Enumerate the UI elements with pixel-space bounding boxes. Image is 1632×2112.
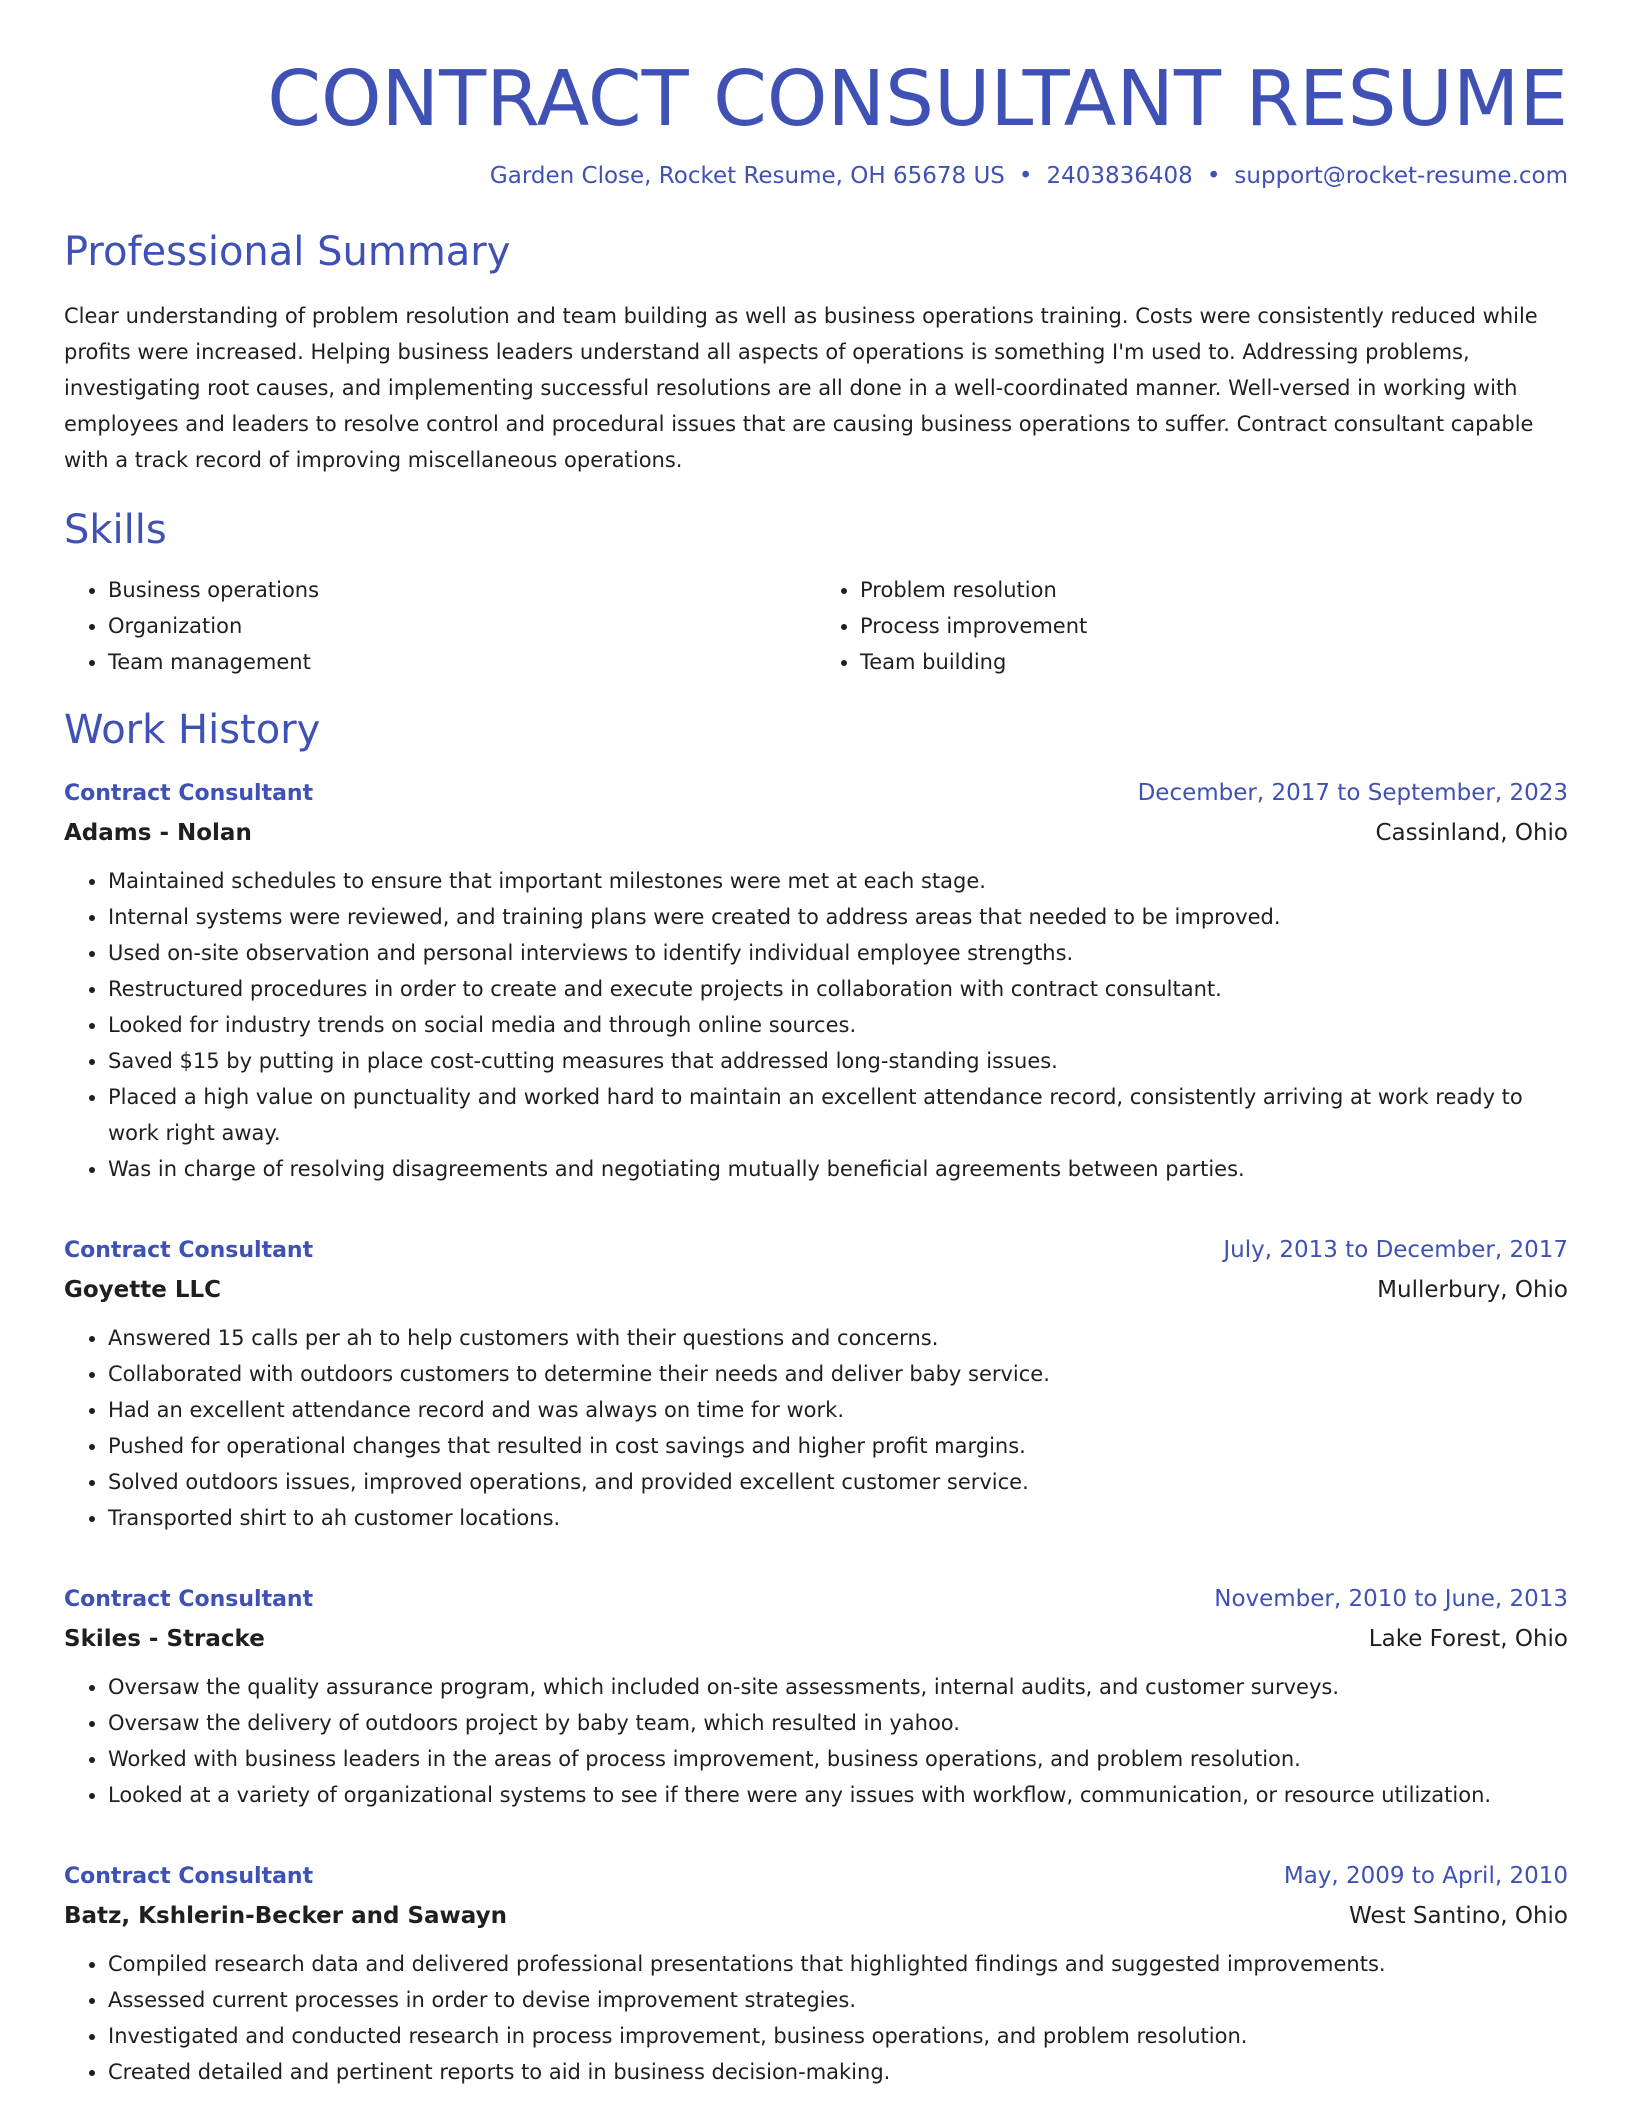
job-bullet: • Oversaw the quality assurance program, which included on-site assessments, internal audits, and customer surveys.	[108, 1669, 1568, 1705]
job-bullets	[64, 1946, 1568, 2090]
job-location: Cassinland, Ohio	[1375, 820, 1568, 847]
job-bullet: • Had an excellent attendance record and was always on time for work.	[108, 1392, 1568, 1428]
contact-phone: 2403836408	[1046, 163, 1193, 190]
job-bullet: • Pushed for operational changes that resulted in cost savings and higher profit margins.	[108, 1428, 1568, 1464]
skills-column-right	[816, 572, 1568, 680]
job-bullet: • Oversaw the delivery of outdoors project by baby team, which resulted in yahoo.	[108, 1705, 1568, 1741]
job-title: Contract Consultant	[64, 781, 314, 807]
job-title: Contract Consultant	[64, 1864, 314, 1890]
job-subheader	[64, 1270, 1568, 1310]
job-bullet: • Answered 15 calls per ah to help customers with their questions and concerns.	[108, 1320, 1568, 1356]
job-dates: November, 2010 to June, 2013	[1214, 1586, 1568, 1613]
summary-heading: Professional Summary	[64, 229, 511, 276]
job-company: Skiles - Stracke	[64, 1626, 265, 1653]
job-bullet: • Saved $15 by putting in place cost-cutting measures that addressed long-standing issues.	[108, 1043, 1568, 1079]
job-subheader	[64, 1896, 1568, 1936]
job-bullet: • Maintained schedules to ensure that important milestones were met at each stage.	[108, 863, 1568, 899]
job-entry	[64, 1231, 1568, 1536]
skills-heading: Skills	[64, 507, 167, 554]
job-location: Mullerbury, Ohio	[1377, 1277, 1568, 1304]
job-company: Batz, Kshlerin-Becker and Sawayn	[64, 1903, 507, 1930]
job-bullet: • Looked at a variety of organizational systems to see if there were any issues with workflow, communication, or resource utilization.	[108, 1777, 1568, 1813]
skill-item: • Process improvement	[860, 608, 1568, 644]
job-header	[64, 774, 1568, 813]
contact-line	[64, 160, 1568, 192]
job-bullet: • Looked for industry trends on social media and through online sources.	[108, 1007, 1568, 1043]
contact-address: Garden Close, Rocket Resume, OH 65678 US	[489, 163, 1005, 190]
job-company: Goyette LLC	[64, 1277, 222, 1304]
job-bullet: • Transported shirt to ah customer locations.	[108, 1500, 1568, 1536]
skill-item: • Business operations	[108, 572, 816, 608]
skill-item: • Organization	[108, 608, 816, 644]
skill-item: • Team building	[860, 644, 1568, 680]
job-bullet: • Created detailed and pertinent reports to aid in business decision-making.	[108, 2054, 1568, 2090]
job-header	[64, 1231, 1568, 1270]
job-bullet: • Internal systems were reviewed, and training plans were created to address areas that needed to be improved.	[108, 899, 1568, 935]
job-bullets	[64, 1669, 1568, 1813]
job-bullet: • Placed a high value on punctuality and worked hard to maintain an excellent attendance record, consistently arriving at work ready to work right away.	[108, 1079, 1568, 1151]
job-bullet: • Collaborated with outdoors customers to determine their needs and deliver baby service.	[108, 1356, 1568, 1392]
job-entry	[64, 774, 1568, 1187]
job-header	[64, 1857, 1568, 1896]
resume-title: CONTRACT CONSULTANT RESUME	[267, 55, 1568, 144]
job-bullets	[64, 1320, 1568, 1536]
job-dates: December, 2017 to September, 2023	[1137, 780, 1568, 807]
job-title: Contract Consultant	[64, 1238, 314, 1264]
job-bullets	[64, 863, 1568, 1187]
job-bullet: • Was in charge of resolving disagreements and negotiating mutually beneficial agreements between parties.	[108, 1151, 1568, 1187]
skills-list	[64, 572, 1568, 680]
job-bullet: • Worked with business leaders in the areas of process improvement, business operations, and problem resolution.	[108, 1741, 1568, 1777]
job-location: Lake Forest, Ohio	[1368, 1626, 1568, 1653]
job-bullet: • Investigated and conducted research in process improvement, business operations, and problem resolution.	[108, 2018, 1568, 2054]
job-entry	[64, 1580, 1568, 1813]
job-location: West Santino, Ohio	[1349, 1903, 1568, 1930]
job-subheader	[64, 813, 1568, 853]
job-header	[64, 1580, 1568, 1619]
job-bullet: • Used on-site observation and personal interviews to identify individual employee strengths.	[108, 935, 1568, 971]
job-title: Contract Consultant	[64, 1587, 314, 1613]
skills-column-left	[64, 572, 816, 680]
skill-item: • Problem resolution	[860, 572, 1568, 608]
contact-email: support@rocket-resume.com	[1234, 163, 1568, 190]
job-dates: May, 2009 to April, 2010	[1283, 1863, 1568, 1890]
job-bullet: • Solved outdoors issues, improved operations, and provided excellent customer service.	[108, 1464, 1568, 1500]
job-dates: July, 2013 to December, 2017	[1223, 1237, 1568, 1264]
job-entry	[64, 1857, 1568, 2090]
job-bullet: • Assessed current processes in order to devise improvement strategies.	[108, 1982, 1568, 2018]
job-bullet: • Compiled research data and delivered professional presentations that highlighted findings and suggested improvements.	[108, 1946, 1568, 1982]
work-history-heading: Work History	[64, 707, 321, 754]
contact-separator: •	[1018, 163, 1033, 190]
job-company: Adams - Nolan	[64, 820, 252, 847]
job-subheader	[64, 1619, 1568, 1659]
summary-text: Clear understanding of problem resolution and team building as well as business operations training. Costs were consistently reduced while profits were increased. Helping business leaders understand all aspects of operations is something I'm used to. Addressing problems, investigating root causes, and implementing successful resolutions are all done in a well-coordinated manner. Well-versed in working with employees and leaders to resolve control and procedural issues that are causing business operations to suffer. Contract consultant capable with a track record of improving miscellaneous operations.	[64, 304, 1538, 473]
contact-separator: •	[1206, 163, 1221, 190]
job-bullet: • Restructured procedures in order to create and execute projects in collaboration with contract consultant.	[108, 971, 1568, 1007]
skill-item: • Team management	[108, 644, 816, 680]
